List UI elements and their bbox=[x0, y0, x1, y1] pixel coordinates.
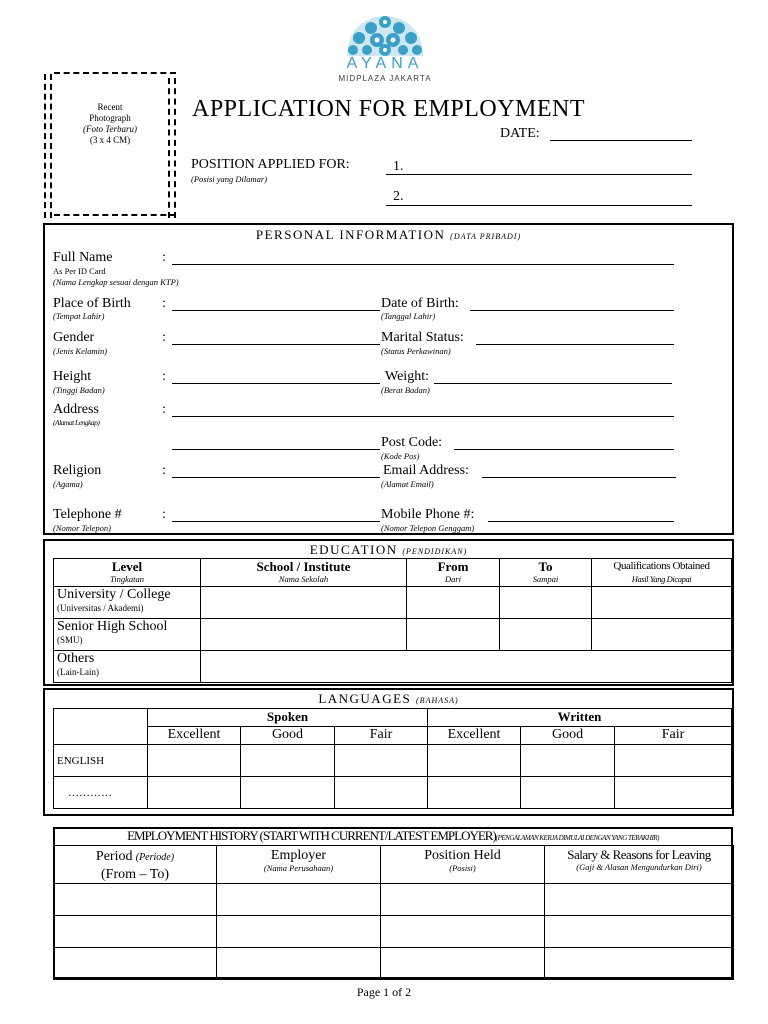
edu-to-cell[interactable] bbox=[500, 587, 592, 619]
gender-label: Gender bbox=[53, 330, 95, 345]
dob-field[interactable] bbox=[470, 310, 674, 311]
lang-cell[interactable] bbox=[615, 777, 732, 809]
emp-header-employer: Employer (Nama Perusahaan) bbox=[217, 846, 381, 884]
emp-employer-cell[interactable] bbox=[217, 916, 381, 948]
colon: : bbox=[162, 330, 166, 345]
position-2-field[interactable] bbox=[386, 205, 692, 206]
address-sublabel: (Alamat Lengkap) bbox=[53, 418, 100, 427]
full-name-sub2: (Nama Lengkap sesuai dengan KTP) bbox=[53, 277, 179, 287]
marital-label: Marital Status: bbox=[381, 330, 464, 345]
height-sublabel: (Tinggi Badan) bbox=[53, 385, 105, 395]
full-name-sub1: As Per ID Card bbox=[53, 266, 106, 276]
colon: : bbox=[162, 402, 166, 417]
edu-header-from: From Dari bbox=[407, 559, 500, 587]
lang-level-header: Excellent bbox=[148, 727, 241, 745]
mobile-field[interactable] bbox=[488, 521, 674, 522]
dob-sublabel: (Tanggal Lahir) bbox=[381, 311, 436, 321]
emp-employer-cell[interactable] bbox=[217, 948, 381, 980]
weight-sublabel: (Berat Badan) bbox=[381, 385, 430, 395]
languages-table bbox=[53, 708, 732, 809]
emp-salary-cell[interactable] bbox=[545, 948, 734, 980]
page-number: Page 1 of 2 bbox=[356, 985, 412, 999]
edu-header-to: To Sampai bbox=[500, 559, 592, 587]
education-title: EDUCATION (PENDIDIKAN) bbox=[309, 542, 468, 557]
lang-cell[interactable] bbox=[335, 745, 428, 777]
lang-level-header: Fair bbox=[615, 727, 732, 745]
lang-level-header: Good bbox=[241, 727, 335, 745]
colon: : bbox=[162, 463, 166, 478]
photo-box[interactable] bbox=[44, 72, 176, 218]
address-field-2[interactable] bbox=[172, 449, 380, 450]
emp-position-cell[interactable] bbox=[381, 916, 545, 948]
edu-header-level: Level Tingkatan bbox=[54, 559, 201, 587]
employment-title: EMPLOYMENT HISTORY (START WITH CURRENT/LATEST EMPLOYER)(PENGALAMAN KERJA DIMULAI DENGAN YANG TERAKHIR) bbox=[127, 828, 659, 843]
lang-cell[interactable] bbox=[521, 745, 615, 777]
emp-position-cell[interactable] bbox=[381, 948, 545, 980]
mobile-label: Mobile Phone #: bbox=[381, 507, 475, 522]
lang-level-header: Good bbox=[521, 727, 615, 745]
date-field[interactable] bbox=[550, 140, 692, 141]
telephone-field[interactable] bbox=[172, 521, 380, 522]
brand-name: AYANA bbox=[346, 55, 424, 72]
emp-period-cell[interactable] bbox=[54, 884, 217, 916]
table-row bbox=[54, 916, 734, 948]
email-label: Email Address: bbox=[383, 463, 469, 478]
religion-label: Religion bbox=[53, 463, 102, 478]
emp-salary-cell[interactable] bbox=[545, 916, 734, 948]
telephone-sublabel: (Nomor Telepon) bbox=[53, 523, 112, 533]
edu-to-cell[interactable] bbox=[500, 619, 592, 651]
pob-sublabel: (Tempat Lahir) bbox=[53, 311, 105, 321]
brand-subtitle: MIDPLAZA JAKARTA bbox=[338, 74, 432, 83]
edu-header-qualifications: Qualifications Obtained Hasil Yang Dicapai bbox=[592, 559, 732, 587]
address-field-1[interactable] bbox=[172, 416, 674, 417]
emp-salary-cell[interactable] bbox=[545, 884, 734, 916]
emp-period-cell[interactable] bbox=[54, 916, 217, 948]
telephone-label: Telephone # bbox=[53, 507, 122, 522]
lang-cell[interactable] bbox=[148, 745, 241, 777]
mobile-sublabel: (Nomor Telepon Genggam) bbox=[381, 523, 475, 533]
emp-employer-cell[interactable] bbox=[217, 884, 381, 916]
photo-label: Recent Photograph (Foto Terbaru) (3 x 4 CM) bbox=[83, 102, 137, 145]
lang-header-written: Written bbox=[428, 709, 732, 727]
religion-field[interactable] bbox=[172, 477, 380, 478]
colon: : bbox=[162, 296, 166, 311]
table-row bbox=[54, 777, 732, 809]
postcode-sublabel: (Kode Pos) bbox=[381, 451, 420, 461]
lang-cell[interactable] bbox=[335, 777, 428, 809]
lang-cell[interactable] bbox=[148, 777, 241, 809]
position-sublabel: (Posisi yang Dilamar) bbox=[191, 174, 268, 184]
position-1-label: 1. bbox=[393, 159, 404, 174]
lang-header-spoken: Spoken bbox=[148, 709, 428, 727]
full-name-field[interactable] bbox=[172, 264, 674, 265]
weight-field[interactable] bbox=[434, 383, 672, 384]
emp-period-cell[interactable] bbox=[54, 948, 217, 980]
postcode-label: Post Code: bbox=[381, 435, 443, 450]
edu-qualification-cell[interactable] bbox=[592, 587, 732, 619]
gender-field[interactable] bbox=[172, 344, 380, 345]
table-row bbox=[54, 884, 734, 916]
position-1-field[interactable] bbox=[386, 174, 692, 175]
table-row bbox=[54, 745, 732, 777]
full-name-label: Full Name bbox=[53, 250, 113, 265]
languages-title: LANGUAGES (BAHASA) bbox=[318, 691, 459, 706]
emp-header-position: Position Held (Posisi) bbox=[381, 846, 545, 884]
edu-from-cell[interactable] bbox=[407, 587, 500, 619]
position-label: POSITION APPLIED FOR: bbox=[191, 157, 350, 172]
table-row bbox=[54, 948, 734, 980]
emp-position-cell[interactable] bbox=[381, 884, 545, 916]
marital-field[interactable] bbox=[476, 344, 674, 345]
edu-header-school: School / Institute Nama Sekolah bbox=[201, 559, 407, 587]
edu-qualification-cell[interactable] bbox=[592, 619, 732, 651]
gender-sublabel: (Jenis Kelamin) bbox=[53, 346, 108, 356]
marital-sublabel: (Status Perkawinan) bbox=[381, 346, 451, 356]
lang-header-blank bbox=[54, 709, 148, 745]
email-field[interactable] bbox=[482, 477, 676, 478]
colon: : bbox=[162, 369, 166, 384]
lang-name-cell: ENGLISH bbox=[54, 745, 148, 777]
height-label: Height bbox=[53, 369, 92, 384]
weight-label: Weight: bbox=[385, 369, 429, 384]
lang-cell[interactable] bbox=[241, 777, 335, 809]
edu-level-cell: University / College (Universitas / Akademi) bbox=[54, 587, 201, 619]
emp-header-salary: Salary & Reasons for Leaving (Gaji & Alasan Mengundurkan Diri) bbox=[545, 846, 734, 884]
pob-label: Place of Birth bbox=[53, 296, 131, 311]
edu-school-cell[interactable] bbox=[201, 619, 407, 651]
employment-table bbox=[53, 845, 734, 980]
lang-cell[interactable] bbox=[615, 745, 732, 777]
lang-cell[interactable] bbox=[428, 777, 521, 809]
lang-cell[interactable] bbox=[241, 745, 335, 777]
education-table bbox=[53, 558, 732, 683]
colon: : bbox=[162, 507, 166, 522]
personal-info-title: PERSONAL INFORMATION (DATA PRIBADI) bbox=[255, 227, 522, 242]
religion-sublabel: (Agama) bbox=[53, 479, 83, 489]
edu-level-cell: Others (Lain-Lain) bbox=[54, 651, 201, 683]
edu-school-cell[interactable] bbox=[201, 587, 407, 619]
pob-field[interactable] bbox=[172, 310, 380, 311]
lang-level-header: Fair bbox=[335, 727, 428, 745]
email-sublabel: (Alamat Email) bbox=[381, 479, 434, 489]
table-row bbox=[54, 651, 732, 683]
date-label: DATE: bbox=[500, 126, 540, 141]
edu-others-cell[interactable] bbox=[201, 651, 732, 683]
edu-level-cell: Senior High School (SMU) bbox=[54, 619, 201, 651]
page-title: APPLICATION FOR EMPLOYMENT bbox=[192, 96, 586, 122]
emp-header-period: Period (Periode) (From – To) bbox=[54, 846, 217, 884]
height-field[interactable] bbox=[172, 383, 380, 384]
lang-cell[interactable] bbox=[521, 777, 615, 809]
postcode-field[interactable] bbox=[454, 449, 674, 450]
table-row bbox=[54, 619, 732, 651]
lang-name-cell: ………… bbox=[54, 777, 148, 809]
position-2-label: 2. bbox=[393, 189, 404, 204]
lang-level-header: Excellent bbox=[428, 727, 521, 745]
table-row bbox=[54, 587, 732, 619]
colon: : bbox=[162, 250, 166, 265]
lang-cell[interactable] bbox=[428, 745, 521, 777]
address-label: Address bbox=[53, 402, 99, 417]
edu-from-cell[interactable] bbox=[407, 619, 500, 651]
dob-label: Date of Birth: bbox=[381, 296, 459, 311]
